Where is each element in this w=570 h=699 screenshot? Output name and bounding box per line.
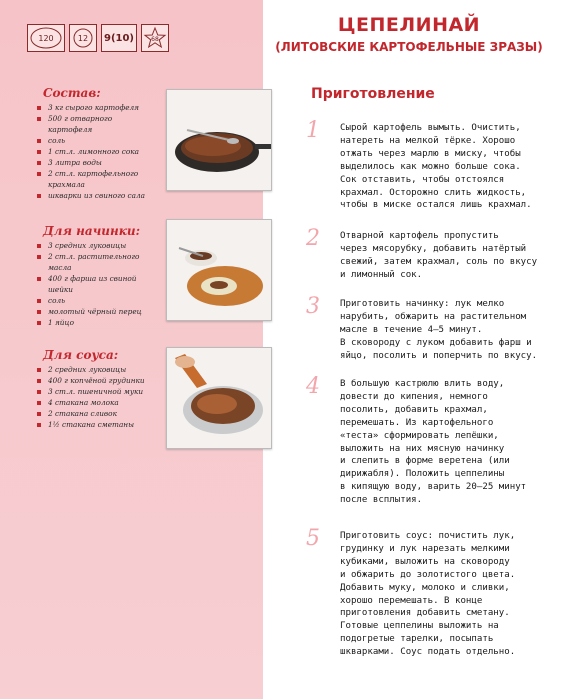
step-5: [306, 526, 568, 659]
section-title: Для соуса:: [43, 348, 119, 362]
list-item: соль: [35, 135, 155, 146]
recipe-title: ЦЕПЕЛИНАЙ: [337, 14, 481, 36]
ingredients-main: [35, 86, 155, 201]
step-text: Приготовить начинку: лук мелко нарубить, обжарить на растительном масле в течение 4–5 минут. В сковороду с луком добавить фарш и яйцо, посолить и поперчить по вкусу.: [340, 299, 538, 361]
preparation-title: Приготовление: [311, 86, 435, 102]
step-number: 4: [306, 374, 320, 399]
clock-value: 120: [38, 34, 54, 43]
list-item: молотый чёрный перец: [35, 306, 155, 317]
servings-text: 9(10): [101, 24, 137, 52]
list-item: 2 ст.л. картофельного крахмала: [35, 168, 155, 190]
ingredient-list: [35, 102, 155, 201]
sauce-photo: [166, 347, 272, 449]
step-1: [306, 118, 568, 212]
list-item: 400 г копчёной грудинки: [35, 375, 155, 386]
step-2: [306, 226, 568, 282]
list-item: 1 яйцо: [35, 317, 155, 328]
star-icon: [141, 24, 169, 52]
recipe-subtitle: (ЛИТОВСКИЕ КАРТОФЕЛЬНЫЕ ЗРАЗЫ): [275, 40, 543, 54]
ingredient-list: [35, 240, 155, 328]
portion-value: 12: [77, 34, 89, 43]
step-text: Отварной картофель пропустить через мясорубку, добавить натёртый свежий, затем крахмал, соль по вкусу и лимонный сок.: [340, 231, 538, 280]
section-title: Состав:: [43, 86, 101, 100]
list-item: шкварки из свиного сала: [35, 190, 155, 201]
list-item: 3 литра воды: [35, 157, 155, 168]
recipe-info-icons: [27, 24, 169, 52]
portion-icon: [69, 24, 97, 52]
step-4: [306, 374, 568, 507]
step-number: 2: [306, 226, 320, 251]
ingredient-list: [35, 364, 155, 430]
list-item: 3 средних луковицы: [35, 240, 155, 251]
list-item: 2 стакана сливок: [35, 408, 155, 419]
list-item: 1 ст.л. лимонного сока: [35, 146, 155, 157]
list-item: 3 ст.л. пшеничной муки: [35, 386, 155, 397]
list-item: 4 стакана молока: [35, 397, 155, 408]
list-item: 400 г фарша из свиной шейки: [35, 273, 155, 295]
step-number: 1: [306, 118, 320, 143]
ingredients-filling: [35, 224, 155, 328]
list-item: 2 средних луковицы: [35, 364, 155, 375]
filling-photo: [166, 219, 272, 321]
frying-pan-photo: [166, 89, 272, 191]
ingredients-sauce: [35, 348, 155, 430]
list-item: 1½ стакана сметаны: [35, 419, 155, 430]
section-title: Для начинки:: [43, 224, 141, 238]
list-item: 2 ст.л. растительного масла: [35, 251, 155, 273]
step-text: Сырой картофель вымыть. Очистить, натереть на мелкой тёрке. Хорошо отжать через марлю в миску, чтобы выделилось как можно больше сока. Сок отставить, чтобы отстоялся крахмал. Осторожно слить жидкость, чтобы в миске остался лишь крахмал.: [340, 123, 532, 211]
list-item: 500 г отварного картофеля: [35, 113, 155, 135]
step-number: 5: [306, 526, 320, 551]
step-number: 3: [306, 294, 320, 319]
list-item: 3 кг сырого картофеля: [35, 102, 155, 113]
clock-icon: [27, 24, 65, 52]
step-text: Приготовить соус: почистить лук, грудинку и лук нарезать мелкими кубиками, выложить на сковороду и обжарить до золотистого цвета. Добавить муку, молоко и сливки, хорошо перемешать. В конце приготовления добавить сметану. Готовые цеппелины выложить на подогретые тарелки, посыпать шкварками. Соус подать отдельно.: [340, 531, 516, 658]
step-3: [306, 294, 568, 363]
step-text: В большую кастрюлю влить воду, довести до кипения, немного посолить, добавить крахмал, перемешать. Из картофельного «теста» сформировать лепёшки, выложить на них мясную начинку и слепить в форме веретена (или дирижабля). Положить цеппелины в кипящую воду, варить 20–25 минут после всплытия.: [340, 379, 527, 506]
star-value: 68: [151, 36, 159, 43]
list-item: соль: [35, 295, 155, 306]
